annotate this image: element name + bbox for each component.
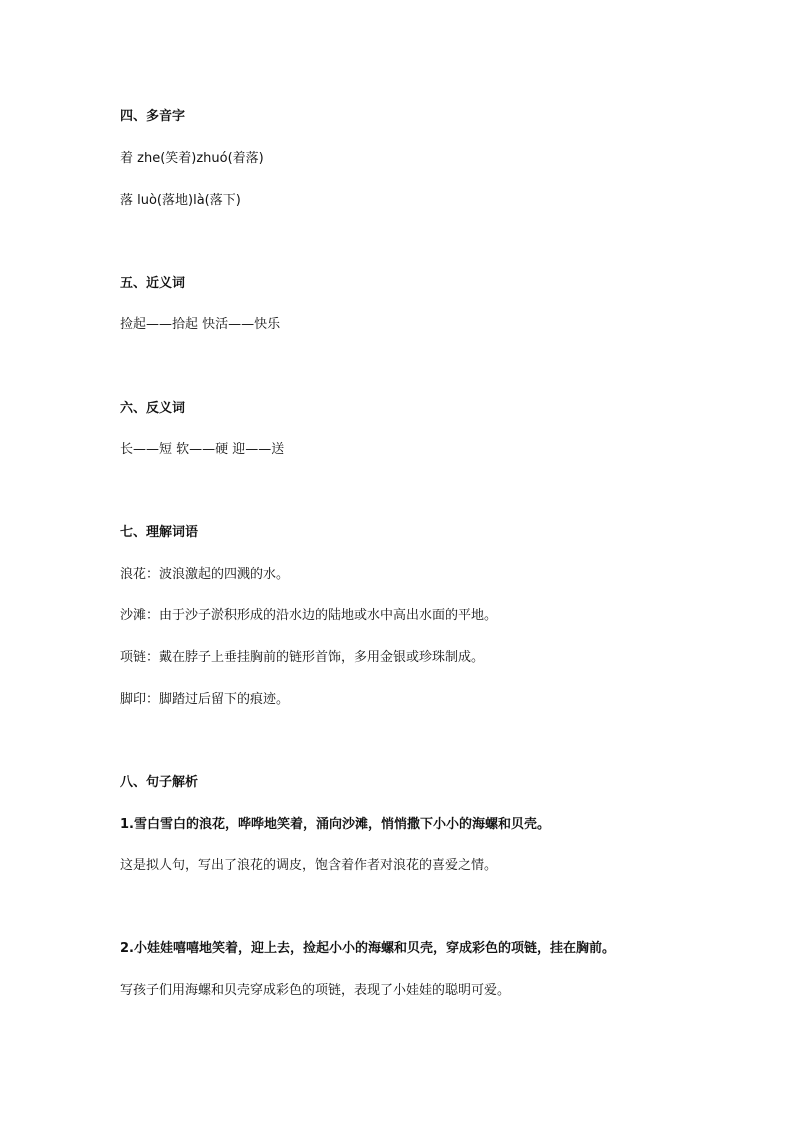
sentence-2-analysis: 写孩子们用海螺和贝壳穿成彩色的项链，表现了小娃娃的聪明可爱。 [120,983,511,998]
vocabulary-item-2: 沙滩：由于沙子淤积形成的沿水边的陆地或水中高出水面的平地。 [120,608,498,623]
section-heading-vocabulary: 七、理解词语 [120,525,199,540]
vocabulary-item-1: 浪花：波浪激起的四溅的水。 [120,567,290,582]
antonyms-line-1: 长——短 软——硬 迎——送 [120,442,285,457]
sentence-1-analysis: 这是拟人句，写出了浪花的调皮，饱含着作者对浪花的喜爱之情。 [120,858,498,873]
vocabulary-item-3: 项链：戴在脖子上垂挂胸前的链形首饰，多用金银或珍珠制成。 [120,650,485,665]
sentence-2: 2.小娃娃嘻嘻地笑着，迎上去，捡起小小的海螺和贝壳，穿成彩色的项链，挂在胸前。 [120,941,615,956]
synonyms-line-1: 捡起——拾起 快活——快乐 [120,317,281,332]
polyphone-line-1: 着 zhe(笑着)zhuó(着落) [120,151,264,166]
section-heading-sentence-analysis: 八、句子解析 [120,775,199,790]
vocabulary-item-4: 脚印：脚踏过后留下的痕迹。 [120,692,290,707]
section-heading-antonyms: 六、反义词 [120,401,186,416]
section-heading-polyphone: 四、多音字 [120,109,186,124]
section-heading-synonyms: 五、近义词 [120,276,186,291]
sentence-1: 1.雪白雪白的浪花，哗哗地笑着，涌向沙滩，悄悄撒下小小的海螺和贝壳。 [120,817,550,832]
polyphone-line-2: 落 luò(落地)là(落下) [120,193,241,208]
